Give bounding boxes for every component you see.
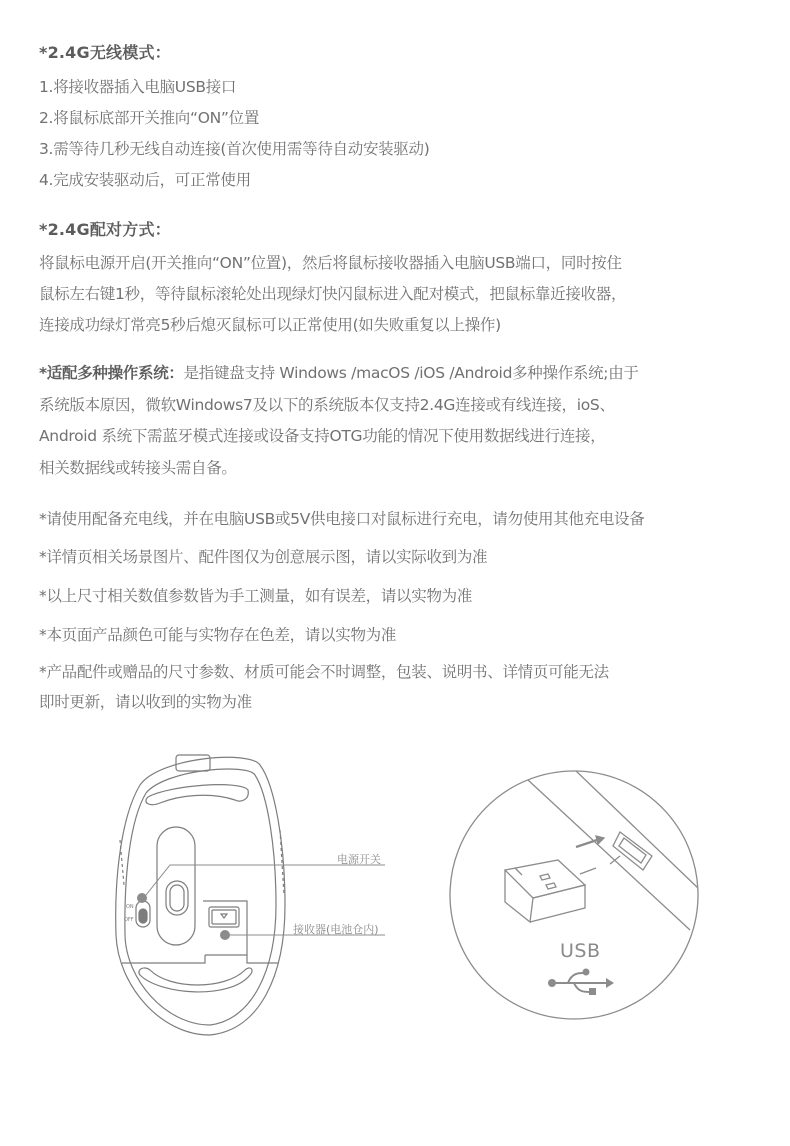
usb-label: USB <box>560 940 601 962</box>
wireless-mode-heading: *2.4G无线模式： <box>39 43 171 62</box>
usb-figure <box>440 740 710 1040</box>
step-3: 3.需等待几秒无线自动连接(首次使用需等待自动安装驱动) <box>39 140 430 158</box>
pairing-heading: *2.4G配对方式： <box>39 220 171 239</box>
svg-text:OFF: OFF <box>124 917 134 923</box>
usb-receiver-icon <box>440 740 710 1040</box>
pairing-text <box>39 248 769 341</box>
os-compat-heading: *适配多种操作系统： <box>39 364 184 382</box>
mouse-bottom-icon <box>100 745 400 1045</box>
os-line-4: 相关数据线或转接头需自备。 <box>39 458 237 477</box>
note-accessories: *产品配件或赠品的尺寸参数、材质可能会不时调整，包装、说明书、详情页可能无法 <box>39 663 609 681</box>
wireless-mode-section <box>39 42 769 196</box>
note-charging: *请使用配备充电线，并在电脑USB或5V供电接口对鼠标进行充电，请勿使用其他充电设备 <box>39 510 645 528</box>
note-color: *本页面产品颜色可能与实物存在色差，请以实物为准 <box>39 626 397 644</box>
note-accessories-cont: 即时更新，请以收到的实物为准 <box>39 693 252 711</box>
os-line-3: Android 系统下需蓝牙模式连接或设备支持OTG功能的情况下使用数据线进行连接， <box>39 427 606 445</box>
pairing-line-2: 鼠标左右键1秒，等待鼠标滚轮处出现绿灯快闪鼠标进入配对模式，把鼠标靠近接收器， <box>39 285 627 303</box>
os-line-1 <box>39 358 769 390</box>
note-dimensions: *以上尺寸相关数值参数皆为手工测量，如有误差，请以实物为准 <box>39 587 473 605</box>
wireless-mode-steps <box>39 72 769 196</box>
power-switch-label: 电源开关 <box>337 853 381 866</box>
pairing-line-3: 连接成功绿灯常亮5秒后熄灭鼠标可以正常使用(如失败重复以上操作) <box>39 316 501 334</box>
os-line-2: 系统版本原因，微软Windows7及以下的系统版本仅支持2.4G连接或有线连接，ioS、 <box>39 395 615 414</box>
os-line-1-text: 是指键盘支持 Windows /macOS /iOS /Android多种操作系统;由于 <box>183 364 639 382</box>
os-compat-section <box>39 358 769 484</box>
step-2: 2.将鼠标底部开关推向“ON”位置 <box>39 109 260 127</box>
step-4: 4.完成安装驱动后，可正常使用 <box>39 171 251 189</box>
svg-text:ON: ON <box>126 904 134 910</box>
pairing-line-1: 将鼠标电源开启(开关推向“ON”位置)，然后将鼠标接收器插入电脑USB端口，同时按住 <box>39 254 622 272</box>
note-images: *详情页相关场景图片、配件图仅为创意展示图，请以实际收到为准 <box>39 548 488 566</box>
step-1: 1.将接收器插入电脑USB接口 <box>39 78 237 96</box>
mouse-bottom-figure <box>100 745 400 1045</box>
receiver-label: 接收器(电池仓内) <box>293 923 379 936</box>
pairing-section <box>39 219 769 341</box>
